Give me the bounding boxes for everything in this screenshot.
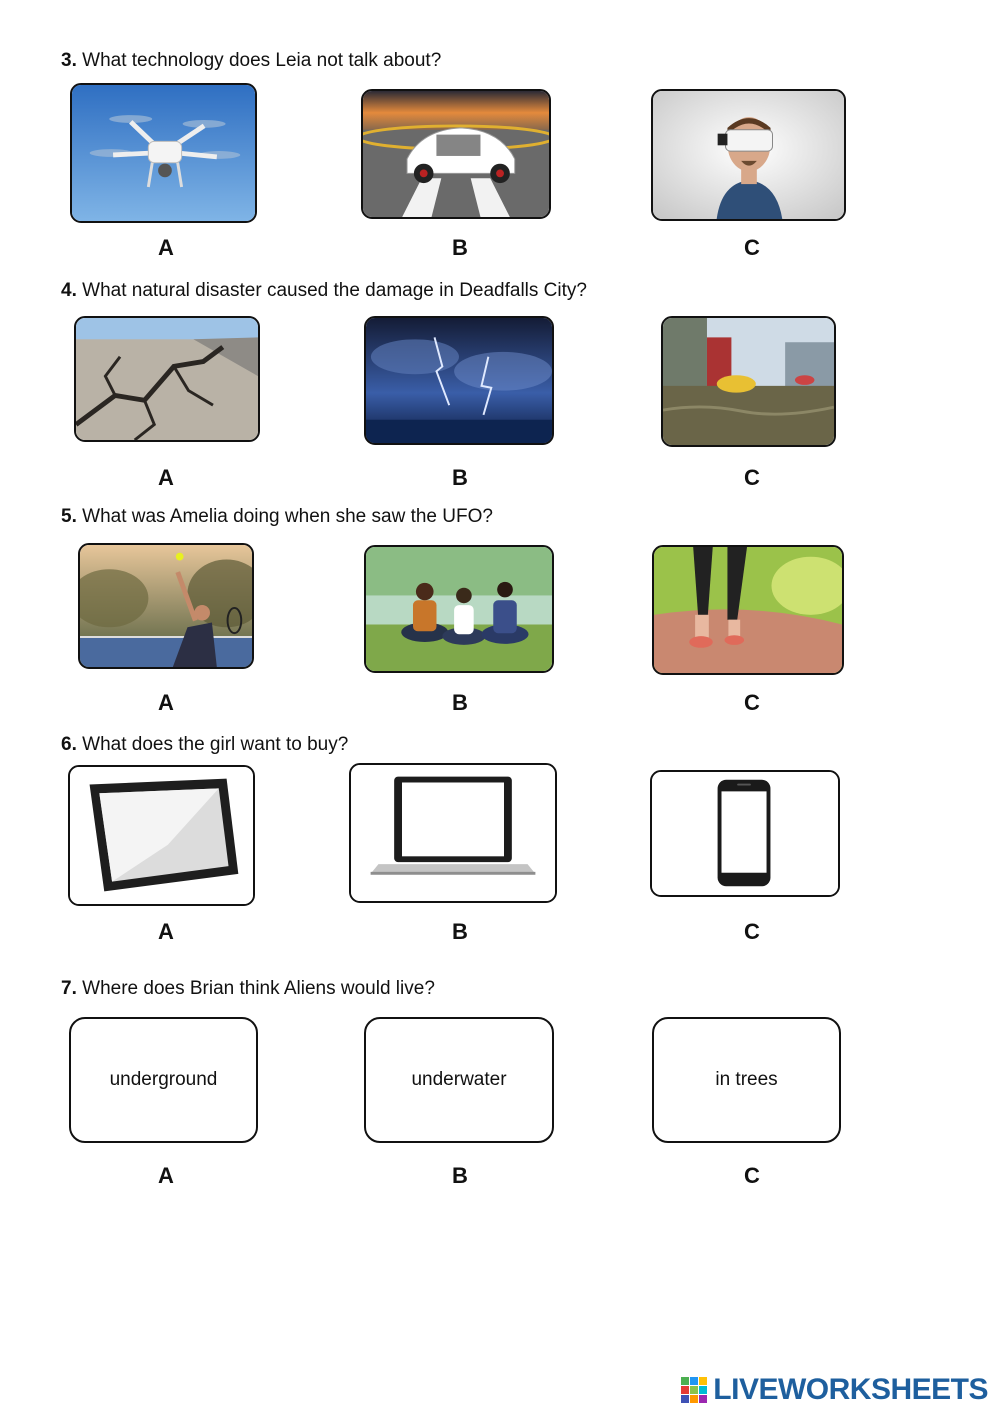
option-letter-a: A — [158, 1163, 174, 1188]
option-letter-b: B — [452, 690, 468, 715]
option-letter-b: B — [452, 235, 468, 260]
laptop-icon — [351, 765, 555, 901]
option-a-text: underground — [109, 1069, 218, 1090]
option-letter-b: B — [452, 1163, 468, 1188]
option-letter-a: A — [158, 690, 174, 715]
option-b-answer-box[interactable] — [364, 1017, 554, 1143]
option-letter-a: A — [158, 919, 174, 944]
flood-icon — [663, 318, 834, 445]
earthquake-icon — [76, 318, 258, 440]
question-text: What was Amelia doing when she saw the UFO? — [82, 506, 493, 527]
question-number: 6. — [61, 734, 77, 755]
option-a-earthquake-image[interactable] — [74, 316, 260, 442]
logo-mark-icon — [681, 1377, 707, 1403]
option-letter-c: C — [744, 690, 760, 715]
option-a-answer-box[interactable] — [69, 1017, 258, 1143]
question-number: 3. — [61, 50, 77, 71]
question-6 — [61, 734, 348, 756]
tennis-icon — [80, 545, 252, 667]
drone-icon — [72, 85, 255, 221]
option-letter-a: A — [158, 235, 174, 260]
question-text: Where does Brian think Aliens would live? — [82, 978, 435, 999]
question-text: What does the girl want to buy? — [82, 734, 349, 755]
option-b-storm-image[interactable] — [364, 316, 554, 445]
option-c-answer-box[interactable] — [652, 1017, 841, 1143]
option-a-drone-image[interactable] — [70, 83, 257, 223]
vr-headset-icon — [653, 91, 844, 219]
option-b-laptop-image[interactable] — [349, 763, 557, 903]
option-letter-c: C — [744, 465, 760, 490]
question-4 — [61, 280, 587, 302]
students-icon — [366, 547, 552, 671]
option-c-text: in trees — [715, 1069, 778, 1090]
option-a-tennis-image[interactable] — [78, 543, 254, 669]
option-letter-c: C — [744, 919, 760, 944]
question-number: 7. — [61, 978, 77, 999]
liveworksheets-logo — [681, 1373, 988, 1407]
question-3 — [61, 50, 441, 72]
option-b-car-image[interactable] — [361, 89, 551, 219]
question-text: What natural disaster caused the damage in Deadfalls City? — [82, 280, 587, 301]
option-letter-b: B — [452, 465, 468, 490]
question-5 — [61, 506, 493, 528]
car-icon — [363, 91, 549, 217]
option-letter-c: C — [744, 235, 760, 260]
option-letter-c: C — [744, 1163, 760, 1188]
option-letter-b: B — [452, 919, 468, 944]
question-7 — [61, 978, 435, 1000]
option-c-vr-headset-image[interactable] — [651, 89, 846, 221]
option-a-tablet-image[interactable] — [68, 765, 255, 906]
question-number: 5. — [61, 506, 77, 527]
tablet-icon — [70, 767, 253, 904]
smartphone-icon — [652, 772, 838, 895]
option-b-studying-image[interactable] — [364, 545, 554, 673]
option-c-flood-image[interactable] — [661, 316, 836, 447]
question-number: 4. — [61, 280, 77, 301]
option-c-smartphone-image[interactable] — [650, 770, 840, 897]
option-c-walking-image[interactable] — [652, 545, 844, 675]
walking-icon — [654, 547, 842, 673]
logo-text: LIVEWORKSHEETS — [713, 1373, 988, 1406]
option-b-text: underwater — [411, 1069, 507, 1090]
question-text: What technology does Leia not talk about? — [82, 50, 442, 71]
lightning-icon — [366, 318, 552, 443]
option-letter-a: A — [158, 465, 174, 490]
